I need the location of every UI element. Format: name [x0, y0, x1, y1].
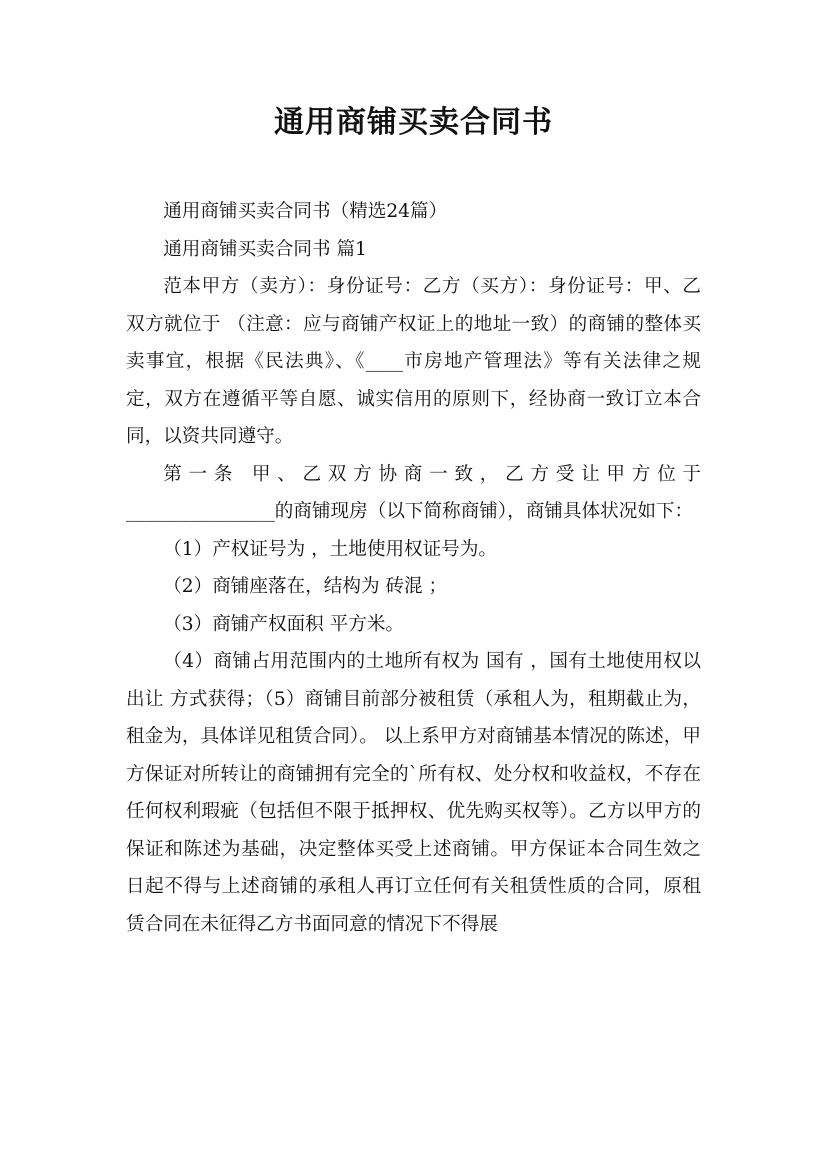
body-paragraph: 第一条 甲、乙双方协商一致，乙方受让甲方位于________________的商铺现房（以下简称商铺），商铺具体状况如下： — [126, 463, 701, 522]
list-item: （1）产权证号为 ，土地使用权证号为。 — [163, 538, 498, 560]
body-paragraph: （4）商铺占用范围内的土地所有权为 国有 ，国有土地使用权以 出让 方式获得；（5）商铺目前部分被租赁（承租人为，租期截止为，租金为，具体详见租赁合同）。 以上系甲方对商铺基本情况的陈述，甲方保证对所转让的商铺拥有完全的`所有权、处分权和收益权，不存在任何权利瑕疵（包括但不限于抵押权、优先购买权等）。乙方以甲方的保证和陈述为基础，决定整体买受上述商铺。甲方保证本合同生效之日起不得与上述商铺的承租人再订立任何有关租赁性质的合同，原租赁合同在未征得乙方书面同意的情况下不得展 — [126, 651, 701, 935]
document-body — [126, 193, 701, 943]
body-paragraph: 范本甲方（卖方）：身份证号：乙方（买方）：身份证号：甲、乙双方就位于 （注意：应与商铺产权证上的地址一致）的商铺的整体买卖事宜，根据《民法典》、《____市房地产管理法》等有关法律之规定，双方在遵循平等自愿、诚实信用的原则下，经协商一致订立本合同，以资共同遵守。 — [126, 276, 701, 447]
subtitle-paragraph: 通用商铺买卖合同书（精选24篇） — [163, 201, 448, 222]
document-title: 通用商铺买卖合同书 — [274, 105, 553, 140]
list-item: （2）商铺座落在，结构为 砖混 ； — [163, 576, 448, 597]
list-item: （3）商铺产权面积 平方米。 — [163, 613, 405, 635]
section-heading: 通用商铺买卖合同书 篇1 — [163, 238, 367, 260]
